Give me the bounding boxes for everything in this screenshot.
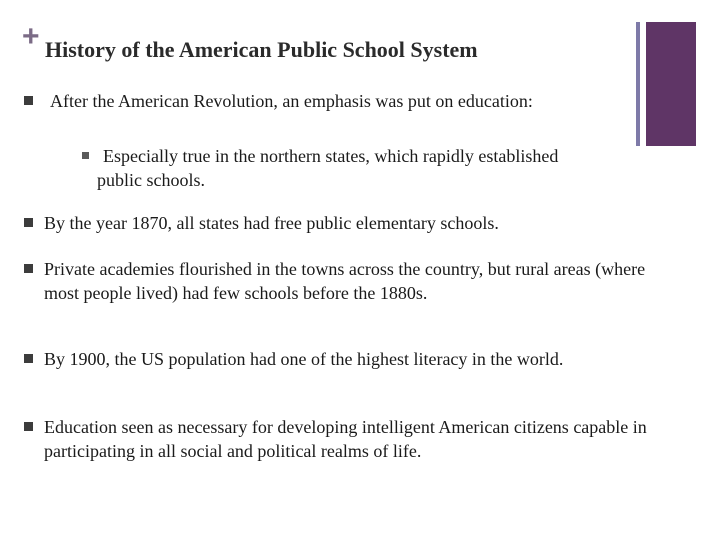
bullet-text: By the year 1870, all states had free public elementary schools. [44, 213, 499, 233]
accent-bar-thick [646, 22, 696, 146]
accent-bar-thin [636, 22, 640, 146]
plus-sign-icon: + [22, 20, 40, 53]
slide-title: History of the American Public School System [45, 37, 478, 62]
bullet-text: Education seen as necessary for developing intelligent American citizens capable in participating in all social and political realms of life. [44, 417, 647, 461]
bullet-text: By 1900, the US population had one of the highest literacy in the world. [44, 349, 564, 369]
bullet-text: Private academies flourished in the towns across the country, but rural areas (where most people lived) had few schools before the 1880s. [44, 259, 646, 303]
bullet-text: After the American Revolution, an emphasis was put on education: [50, 91, 533, 111]
sub-bullet-text: Especially true in the northern states, which rapidly established public schools. [97, 146, 559, 190]
